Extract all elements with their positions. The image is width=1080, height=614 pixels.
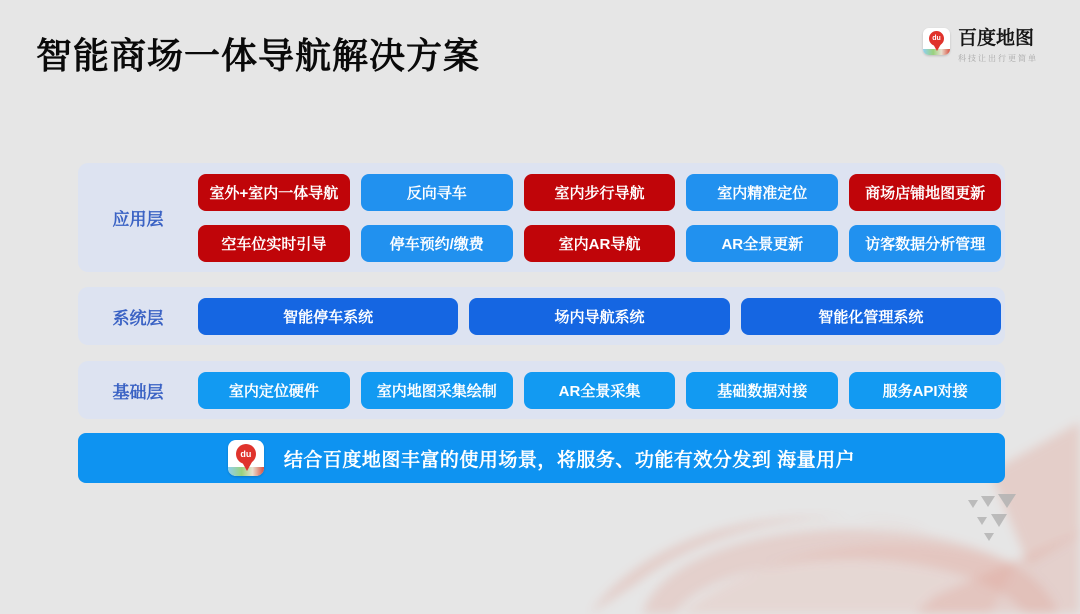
triangle-icon (984, 533, 994, 541)
layer-panel-system (78, 287, 1005, 345)
bottom-banner (78, 433, 1005, 483)
feature-pill: 室内步行导航 (524, 174, 676, 211)
feature-pill: 空车位实时引导 (198, 225, 350, 262)
feature-pill: 室内精准定位 (686, 174, 838, 211)
page-title: 智能商场一体导航解决方案 (36, 35, 481, 76)
system-pill: 场内导航系统 (469, 298, 729, 335)
system-pill: 智能化管理系统 (741, 298, 1001, 335)
banner-text-bold: 海量用户 (777, 449, 856, 471)
base-pill: 室内定位硬件 (198, 372, 350, 409)
base-pill: 服务API对接 (849, 372, 1001, 409)
layer-panel-application (78, 163, 1005, 272)
map-pin-icon: du (236, 444, 256, 464)
feature-pill: 商场店铺地图更新 (849, 174, 1001, 211)
triangle-icon (977, 517, 987, 525)
feature-pill: 室内AR导航 (524, 225, 676, 262)
feature-pill: 反向寻车 (361, 174, 513, 211)
baidu-maps-logo (923, 28, 1038, 64)
layer-label-base: 基础层 (112, 382, 164, 402)
layer-panel-base (78, 361, 1005, 419)
baidu-maps-app-icon (228, 440, 264, 476)
map-pin-tail (933, 44, 941, 51)
base-pill: 基础数据对接 (686, 372, 838, 409)
logo-brand: 百度地图 (958, 28, 1035, 49)
banner-text (284, 445, 855, 472)
system-pill: 智能停车系统 (198, 298, 458, 335)
triangle-icon (998, 494, 1016, 508)
layer-label-application: 应用层 (112, 210, 164, 229)
feature-pill: 停车预约/缴费 (361, 225, 513, 262)
logo-tagline: 科技让出行更简单 (958, 53, 1038, 63)
map-pin-tail (242, 462, 252, 471)
feature-pill: AR全景更新 (686, 225, 838, 262)
baidu-maps-app-icon (923, 28, 950, 55)
base-pill: 室内地图采集绘制 (361, 372, 513, 409)
feature-pill: 室外+室内一体导航 (198, 174, 350, 211)
triangle-icon (968, 500, 978, 508)
feature-pill: 访客数据分析管理 (849, 225, 1001, 262)
map-pin-icon: du (929, 31, 944, 46)
triangle-cluster-graphic (966, 494, 1026, 552)
layer-label-system: 系统层 (112, 308, 164, 328)
triangle-icon (991, 514, 1007, 527)
banner-text-main: 结合百度地图丰富的使用场景，将服务、功能有效分发到 (283, 449, 778, 471)
triangle-icon (981, 496, 995, 507)
base-pill: AR全景采集 (524, 372, 676, 409)
